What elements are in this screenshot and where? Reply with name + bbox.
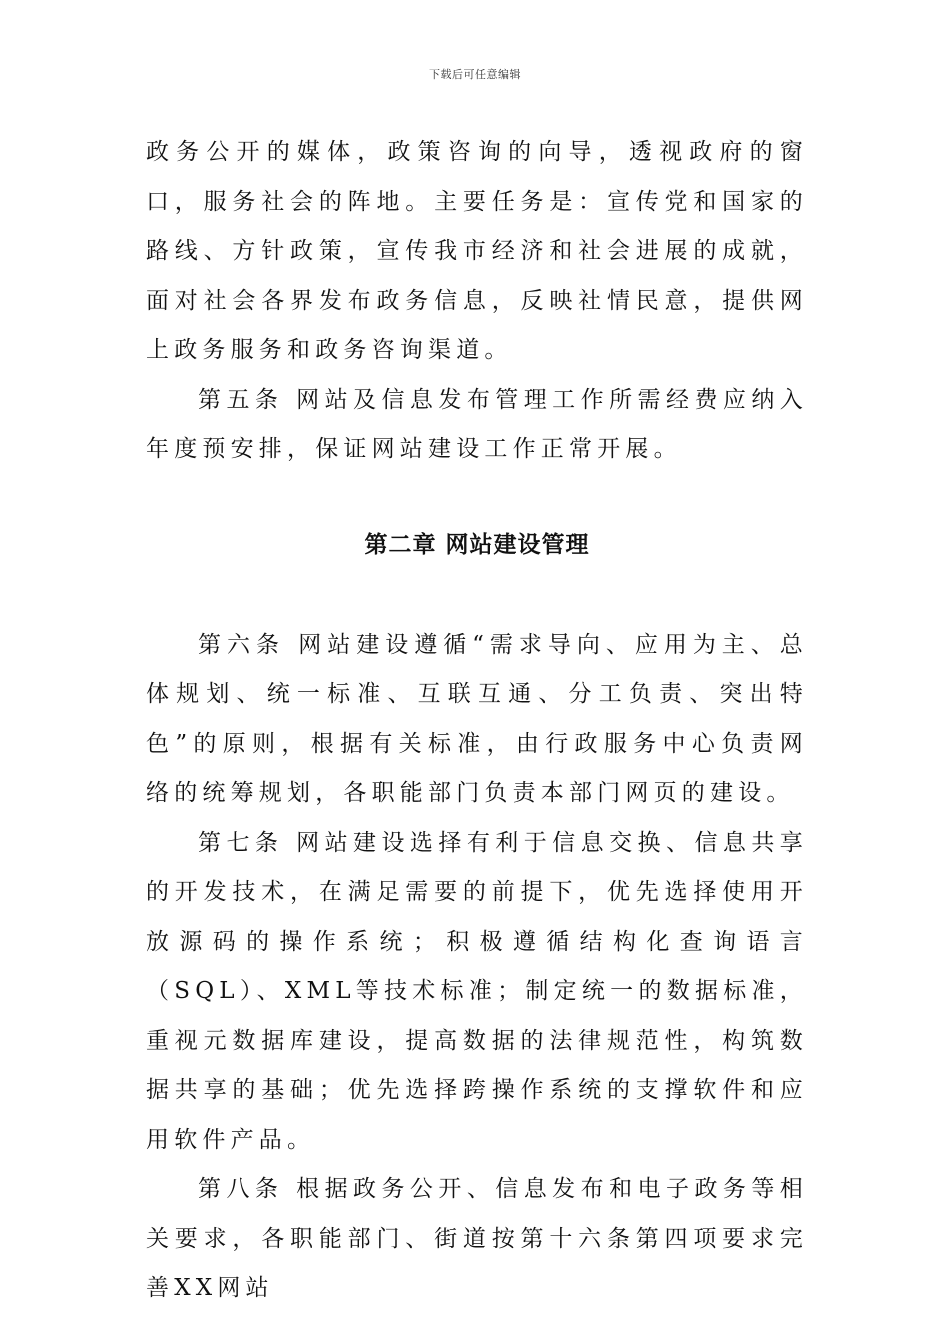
paragraph-article-5: 第五条 网站及信息发布管理工作所需经费应纳入年度预安排，保证网站建设工作正常开展。 (146, 386, 808, 462)
paragraph-article-6: 第六条 网站建设遵循“需求导向、应用为主、总体规划、统一标准、互联互通、分工负责、突出特色”的原则，根据有关标准，由行政服务中心负责网络的统筹规划，各职能部门负责本部门网页的建设。 (146, 631, 808, 806)
page-header: 下载后可任意编辑 (429, 68, 521, 81)
spacer (146, 475, 808, 525)
spacer (146, 565, 808, 621)
document-body (146, 128, 808, 1314)
paragraph-article-7: 第七条 网站建设选择有利于信息交换、信息共享的开发技术，在满足需要的前提下，优先选择使用开放源码的操作系统；积极遵循结构化查询语言（SQL）、XML等技术标准；制定统一的数据标准，重视元数据库建设，提高数据的法律规范性，构筑数据共享的基础；优先选择跨操作系统的支撑软件和应用软件产品。 (146, 829, 808, 1153)
paragraph-article-4-continued: 政务公开的媒体，政策咨询的向导，透视政府的窗口，服务社会的阵地。主要任务是：宣传党和国家的路线、方针政策，宣传我市经济和社会进展的成就，面对社会各界发布政务信息，反映社情民意，提供网上政务服务和政务咨询渠道。 (146, 139, 808, 363)
paragraph-article-8: 第八条 根据政务公开、信息发布和电子政务等相关要求，各职能部门、街道按第十六条第四项要求完善XX网站 (146, 1176, 808, 1301)
chapter-title: 第二章 网站建设管理 (364, 531, 590, 558)
